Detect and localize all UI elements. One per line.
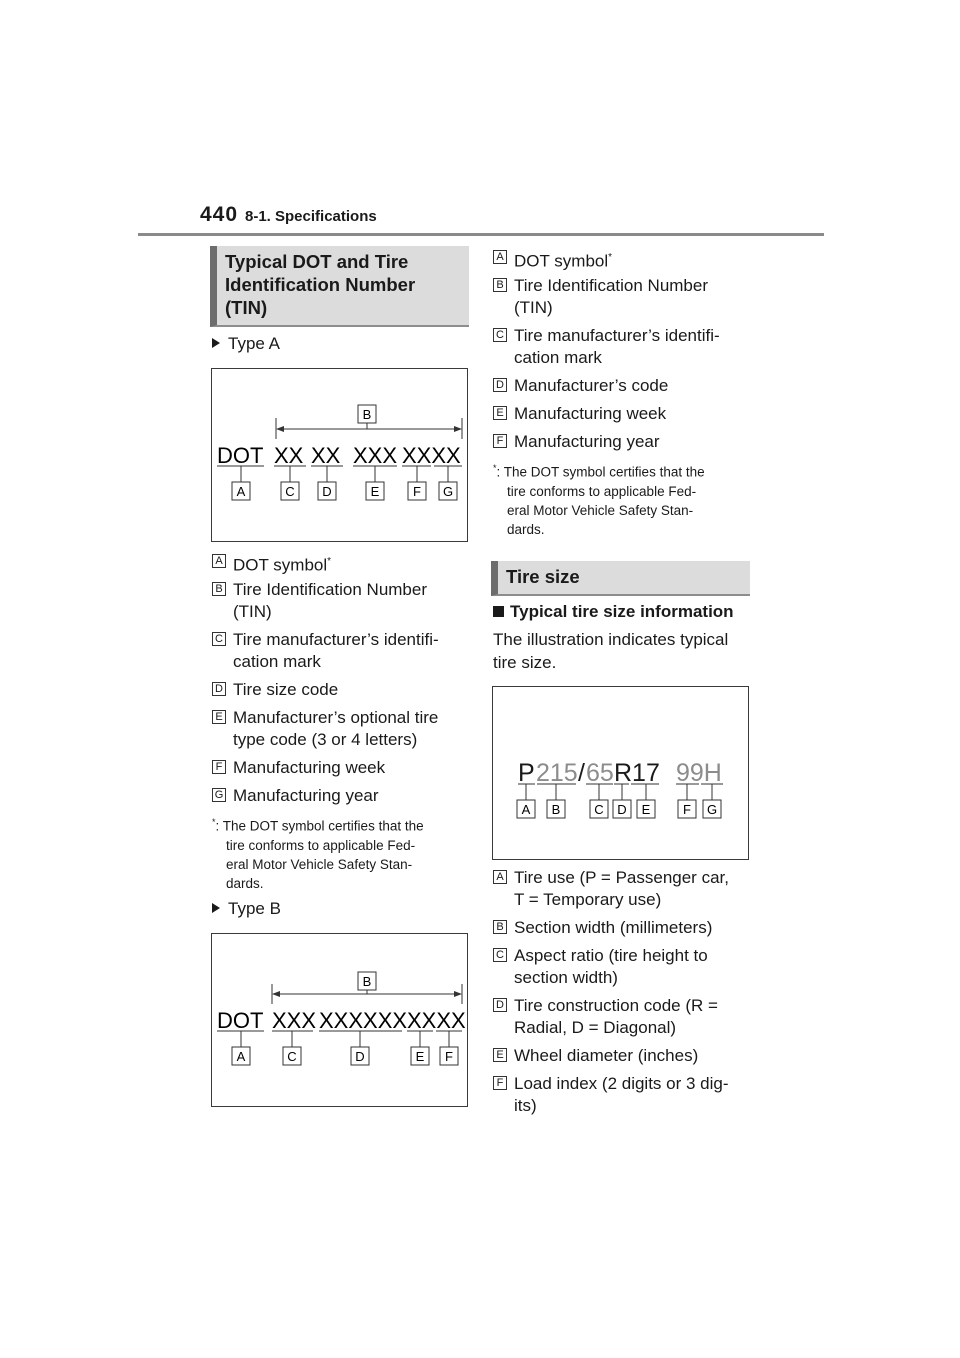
square-bullet-icon bbox=[493, 606, 504, 617]
legend-key: C bbox=[493, 948, 507, 962]
callout-label: B bbox=[551, 802, 561, 817]
legend-text: its) bbox=[514, 1096, 537, 1115]
legend-item bbox=[212, 707, 472, 751]
note-line: eral Motor Vehicle Safety Stan- bbox=[507, 502, 694, 518]
legend-key: B bbox=[212, 582, 226, 596]
tire-size-figure bbox=[492, 686, 749, 860]
legend-item bbox=[493, 1045, 755, 1067]
legend-text: T = Temporary use) bbox=[514, 890, 662, 909]
section-title: 8-1. Specifications bbox=[245, 208, 377, 225]
legend-text: Tire manufacturer’s identifi- bbox=[514, 326, 720, 345]
code-text: XXXX bbox=[402, 443, 461, 468]
callout-label: A bbox=[236, 1049, 246, 1064]
callout-label: F bbox=[413, 484, 421, 499]
triangle-bullet-icon bbox=[212, 338, 220, 348]
legend-item bbox=[493, 867, 755, 911]
tire-size-diagram bbox=[493, 687, 748, 859]
heading-line: (TIN) bbox=[225, 297, 268, 318]
arrow-left-icon bbox=[276, 426, 284, 432]
legend-text: cation mark bbox=[233, 652, 321, 671]
legend-item bbox=[493, 431, 755, 453]
legend-text: Tire Identification Number bbox=[514, 276, 709, 295]
legend-key: E bbox=[493, 406, 507, 420]
legend-key: F bbox=[212, 760, 226, 774]
legend-text: section width) bbox=[514, 968, 618, 987]
legend-text: Manufacturing year bbox=[514, 432, 660, 451]
callout-label: C bbox=[594, 802, 604, 817]
footnote bbox=[493, 459, 755, 539]
legend-item bbox=[493, 247, 755, 273]
legend-text: (TIN) bbox=[514, 298, 553, 317]
heading-line: Typical DOT and Tire bbox=[225, 251, 409, 272]
code-text: XX bbox=[274, 443, 304, 468]
tire-part-text: 65 bbox=[586, 759, 614, 787]
legend-key: E bbox=[493, 1048, 507, 1062]
legend-item bbox=[493, 403, 755, 425]
tire-part-text: 215 bbox=[536, 759, 578, 787]
legend-text: Section width (millimeters) bbox=[514, 918, 713, 937]
legend-key: B bbox=[493, 920, 507, 934]
legend-item bbox=[212, 757, 472, 779]
legend-text: Tire size code bbox=[233, 680, 339, 699]
triangle-bullet-icon bbox=[212, 903, 220, 913]
note-line: *: The DOT symbol certifies that the bbox=[212, 817, 424, 834]
code-text: XXX bbox=[353, 443, 398, 468]
legend-item bbox=[212, 551, 472, 577]
legend-item bbox=[212, 679, 472, 701]
legend-item bbox=[212, 629, 472, 673]
callout-label: A bbox=[521, 802, 531, 817]
tire-part-text: / bbox=[578, 759, 585, 787]
legend-item bbox=[493, 375, 755, 397]
dot-section-heading bbox=[210, 246, 469, 327]
note-line: dards. bbox=[226, 875, 264, 891]
legend-text: Manufacturing week bbox=[233, 758, 386, 777]
type-b-figure bbox=[211, 933, 468, 1107]
arrow-left-icon bbox=[272, 991, 280, 997]
legend-text: Tire construction code (R = bbox=[514, 996, 718, 1015]
header-rule bbox=[138, 233, 824, 236]
legend-key: F bbox=[493, 1076, 507, 1090]
callout-label: C bbox=[285, 484, 295, 499]
legend-item bbox=[493, 917, 755, 939]
legend-key: C bbox=[212, 632, 226, 646]
type-b-label: Type B bbox=[212, 899, 281, 919]
legend-text: Manufacturing week bbox=[514, 404, 667, 423]
legend-text: Manufacturing year bbox=[233, 786, 379, 805]
footnote bbox=[212, 813, 474, 893]
callout-label: C bbox=[287, 1049, 297, 1064]
type-a-diagram bbox=[212, 369, 467, 541]
legend-text: Manufacturer’s optional tire bbox=[233, 708, 439, 727]
callout-label: F bbox=[445, 1049, 453, 1064]
callout-label: D bbox=[322, 484, 332, 499]
tire-part-text: P bbox=[518, 759, 535, 787]
tire-part-text: R17 bbox=[614, 759, 660, 787]
callout-label: G bbox=[706, 802, 718, 817]
legend-text: cation mark bbox=[514, 348, 602, 367]
legend-key: D bbox=[212, 682, 226, 696]
legend-text: (TIN) bbox=[233, 602, 272, 621]
callout-label: D bbox=[617, 802, 627, 817]
legend-item bbox=[212, 785, 472, 807]
note-line: tire conforms to applicable Fed- bbox=[226, 837, 416, 853]
legend-key: D bbox=[493, 998, 507, 1012]
legend-text: Manufacturer’s code bbox=[514, 376, 669, 395]
legend-text: Tire use (P = Passenger car, bbox=[514, 868, 729, 887]
legend-key: F bbox=[493, 434, 507, 448]
callout-label: E bbox=[641, 802, 651, 817]
legend-text: Wheel diameter (inches) bbox=[514, 1046, 699, 1065]
callout-label: A bbox=[236, 484, 246, 499]
legend-text: DOT symbol* bbox=[514, 251, 613, 271]
callout-label: B bbox=[362, 974, 372, 989]
note-line: *: The DOT symbol certifies that the bbox=[493, 463, 705, 480]
callout-label: B bbox=[362, 407, 372, 422]
legend-item bbox=[493, 275, 755, 319]
legend-text: Tire Identification Number bbox=[233, 580, 428, 599]
arrow-right-icon bbox=[454, 426, 462, 432]
code-text: XXXX bbox=[407, 1008, 466, 1033]
legend-key: C bbox=[493, 328, 507, 342]
legend-item bbox=[493, 945, 755, 989]
type-a-label: Type A bbox=[212, 334, 280, 354]
note-line: eral Motor Vehicle Safety Stan- bbox=[226, 856, 413, 872]
note-line: tire conforms to applicable Fed- bbox=[507, 483, 697, 499]
type-a-figure bbox=[211, 368, 468, 542]
legend-text: DOT symbol* bbox=[233, 555, 332, 575]
dot-text: DOT bbox=[217, 1008, 264, 1033]
callout-label: E bbox=[370, 484, 380, 499]
legend-key: B bbox=[493, 278, 507, 292]
legend-text: Load index (2 digits or 3 dig- bbox=[514, 1074, 729, 1093]
callout-label: E bbox=[415, 1049, 425, 1064]
legend-key: E bbox=[212, 710, 226, 724]
tire-size-paragraph: The illustration indicates typical tire size. bbox=[493, 630, 729, 672]
legend-text: Aspect ratio (tire height to bbox=[514, 946, 708, 965]
dot-text: DOT bbox=[217, 443, 264, 468]
type-b-diagram bbox=[212, 934, 467, 1106]
legend-item bbox=[493, 325, 755, 369]
code-text: XXXXXX bbox=[319, 1008, 408, 1033]
legend-key: A bbox=[212, 554, 226, 568]
legend-key: A bbox=[493, 250, 507, 264]
tire-part-text: 99H bbox=[676, 759, 722, 787]
note-line: dards. bbox=[507, 521, 545, 537]
callout-label: G bbox=[442, 484, 454, 499]
heading-line: Identification Number bbox=[225, 274, 416, 295]
code-text: XXX bbox=[272, 1008, 317, 1033]
legend-key: G bbox=[212, 788, 226, 802]
callout-label: D bbox=[355, 1049, 365, 1064]
arrow-right-icon bbox=[454, 991, 462, 997]
legend-item bbox=[493, 1073, 755, 1117]
code-text: XX bbox=[311, 443, 341, 468]
legend-key: D bbox=[493, 378, 507, 392]
tire-size-heading: Tire size bbox=[491, 561, 750, 596]
page-number: 440 bbox=[200, 203, 239, 226]
legend-text: Tire manufacturer’s identifi- bbox=[233, 630, 439, 649]
legend-text: Radial, D = Diagonal) bbox=[514, 1018, 677, 1037]
legend-text: type code (3 or 4 letters) bbox=[233, 730, 418, 749]
legend-key: A bbox=[493, 870, 507, 884]
legend-item bbox=[493, 995, 755, 1039]
legend-item bbox=[212, 579, 472, 623]
tire-size-subheading: Typical tire size information bbox=[493, 602, 734, 622]
callout-label: F bbox=[683, 802, 691, 817]
